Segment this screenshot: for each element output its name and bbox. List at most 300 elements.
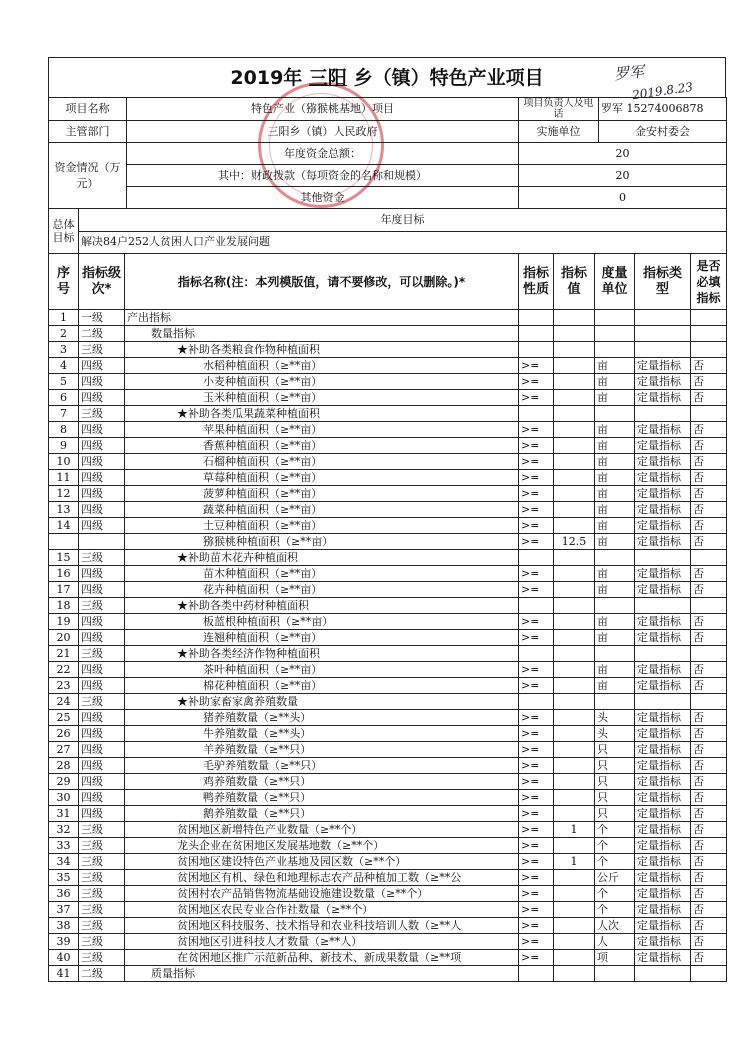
table-row <box>49 502 727 518</box>
row-name: ★补助苗木花卉种植面积 <box>125 550 519 566</box>
row-value <box>554 710 595 726</box>
row-value <box>554 470 595 486</box>
row-name: 小麦种植面积（≥**亩） <box>125 374 519 390</box>
row-name: 质量指标 <box>125 966 519 982</box>
row-level: 四级 <box>79 438 125 454</box>
row-name: 蔬菜种植面积（≥**亩） <box>125 502 519 518</box>
row-value <box>554 550 595 566</box>
row-unit: 公斤 <box>595 870 635 886</box>
row-level: 四级 <box>79 726 125 742</box>
table-row <box>49 454 727 470</box>
row-required: 否 <box>691 854 727 870</box>
row-unit: 个 <box>595 822 635 838</box>
other-fund-label: 其他资金 <box>127 187 519 209</box>
row-type: 定量指标 <box>635 422 691 438</box>
row-name: 猪养殖数量（≥**头） <box>125 710 519 726</box>
row-unit: 亩 <box>595 678 635 694</box>
row-seq: 32 <box>49 822 79 838</box>
row-required: 否 <box>691 374 727 390</box>
row-unit: 只 <box>595 790 635 806</box>
row-required: 否 <box>691 678 727 694</box>
row-required <box>691 694 727 710</box>
table-row <box>49 870 727 886</box>
row-name: 鸡养殖数量（≥**只） <box>125 774 519 790</box>
row-unit: 个 <box>595 854 635 870</box>
row-unit: 个 <box>595 902 635 918</box>
row-name: ★补助各类经济作物种植面积 <box>125 646 519 662</box>
row-nature: >= <box>519 486 554 502</box>
row-level: 三级 <box>79 598 125 614</box>
table-row <box>49 390 727 406</box>
row-required: 否 <box>691 582 727 598</box>
row-unit: 头 <box>595 726 635 742</box>
row-name: 连翘种植面积（≥**亩） <box>125 630 519 646</box>
row-required <box>691 966 727 982</box>
row-name: ★补助各类中药材种植面积 <box>125 598 519 614</box>
row-unit: 亩 <box>595 614 635 630</box>
signature-date: 2019.8.23 <box>631 79 694 103</box>
row-unit: 亩 <box>595 358 635 374</box>
row-nature: >= <box>519 886 554 902</box>
row-value <box>554 790 595 806</box>
fund-table <box>48 142 727 209</box>
table-row <box>49 790 727 806</box>
row-value <box>554 966 595 982</box>
row-nature: >= <box>519 790 554 806</box>
row-seq: 28 <box>49 758 79 774</box>
row-seq: 20 <box>49 630 79 646</box>
row-seq: 3 <box>49 342 79 358</box>
signature-name: 罗军 <box>613 62 645 84</box>
row-name: ★补助各类粮食作物种植面积 <box>125 342 519 358</box>
row-level: 三级 <box>79 406 125 422</box>
row-unit: 亩 <box>595 662 635 678</box>
row-type: 定量指标 <box>635 806 691 822</box>
row-unit: 项 <box>595 950 635 966</box>
row-value <box>554 886 595 902</box>
row-value <box>554 326 595 342</box>
table-row <box>49 726 727 742</box>
header-level: 指标级次* <box>79 254 125 310</box>
row-type: 定量指标 <box>635 838 691 854</box>
row-value <box>554 694 595 710</box>
row-type: 定量指标 <box>635 566 691 582</box>
row-level: 二级 <box>79 326 125 342</box>
row-unit: 亩 <box>595 470 635 486</box>
info-table <box>48 97 727 143</box>
row-level: 四级 <box>79 358 125 374</box>
row-name: 数量指标 <box>125 326 519 342</box>
row-seq: 11 <box>49 470 79 486</box>
row-seq: 13 <box>49 502 79 518</box>
table-row <box>49 598 727 614</box>
row-type: 定量指标 <box>635 726 691 742</box>
row-type: 定量指标 <box>635 710 691 726</box>
row-name: 玉米种植面积（≥**亩） <box>125 390 519 406</box>
row-required: 否 <box>691 470 727 486</box>
row-seq: 22 <box>49 662 79 678</box>
row-seq: 40 <box>49 950 79 966</box>
row-level: 四级 <box>79 710 125 726</box>
row-name: 贫困地区建设特色产业基地及园区数（≥**个） <box>125 854 519 870</box>
table-row <box>49 422 727 438</box>
row-required: 否 <box>691 390 727 406</box>
row-level: 三级 <box>79 342 125 358</box>
row-type: 定量指标 <box>635 902 691 918</box>
fund-label: 资金情况（万元） <box>49 143 127 209</box>
project-form <box>48 97 726 1062</box>
row-seq: 8 <box>49 422 79 438</box>
row-seq: 5 <box>49 374 79 390</box>
row-nature: >= <box>519 582 554 598</box>
row-type <box>635 550 691 566</box>
row-nature: >= <box>519 742 554 758</box>
row-required: 否 <box>691 742 727 758</box>
row-type: 定量指标 <box>635 678 691 694</box>
header-nature: 指标性质 <box>519 254 554 310</box>
row-value: 1 <box>554 822 595 838</box>
row-value <box>554 518 595 534</box>
row-type: 定量指标 <box>635 630 691 646</box>
table-row <box>49 374 727 390</box>
table-row <box>49 854 727 870</box>
row-required <box>691 598 727 614</box>
row-unit: 亩 <box>595 502 635 518</box>
row-seq: 27 <box>49 742 79 758</box>
row-level: 四级 <box>79 502 125 518</box>
row-nature: >= <box>519 358 554 374</box>
table-row <box>49 438 727 454</box>
row-nature: >= <box>519 774 554 790</box>
leader-label: 项目负责人及电话 <box>519 98 599 121</box>
row-seq: 18 <box>49 598 79 614</box>
row-nature: >= <box>519 614 554 630</box>
row-required <box>691 326 727 342</box>
row-unit: 人次 <box>595 918 635 934</box>
row-nature: >= <box>519 502 554 518</box>
project-name-label: 项目名称 <box>49 98 127 121</box>
row-nature: >= <box>519 566 554 582</box>
row-level: 四级 <box>79 630 125 646</box>
row-value <box>554 742 595 758</box>
row-nature: >= <box>519 822 554 838</box>
annual-label: 年度资金总额： <box>127 143 519 165</box>
row-required: 否 <box>691 438 727 454</box>
row-seq: 4 <box>49 358 79 374</box>
title-year: 2019年 <box>230 67 303 89</box>
row-name: 草莓种植面积（≥**亩） <box>125 470 519 486</box>
row-seq: 39 <box>49 934 79 950</box>
row-nature: >= <box>519 918 554 934</box>
table-row <box>49 902 727 918</box>
row-required: 否 <box>691 870 727 886</box>
row-unit: 人 <box>595 934 635 950</box>
row-level: 三级 <box>79 902 125 918</box>
table-row <box>49 838 727 854</box>
row-level: 四级 <box>79 518 125 534</box>
row-required: 否 <box>691 902 727 918</box>
impl-label: 实施单位 <box>519 121 599 143</box>
row-type: 定量指标 <box>635 438 691 454</box>
row-name: 菠萝种植面积（≥**亩） <box>125 486 519 502</box>
row-name: 茶叶种植面积（≥**亩） <box>125 662 519 678</box>
impl-value: 金安村委会 <box>599 121 727 143</box>
row-name: ★补助各类瓜果蔬菜种植面积 <box>125 406 519 422</box>
title-town: 三阳 <box>308 67 347 89</box>
leader-value: 罗军 15274006878 <box>599 98 727 121</box>
row-seq: 26 <box>49 726 79 742</box>
row-level: 三级 <box>79 646 125 662</box>
row-seq: 25 <box>49 710 79 726</box>
indicator-header-row <box>49 254 727 310</box>
table-row <box>49 486 727 502</box>
row-value <box>554 950 595 966</box>
row-nature <box>519 646 554 662</box>
row-type: 定量指标 <box>635 614 691 630</box>
row-type: 定量指标 <box>635 470 691 486</box>
row-nature: >= <box>519 710 554 726</box>
row-type <box>635 310 691 326</box>
row-seq: 29 <box>49 774 79 790</box>
row-unit <box>595 342 635 358</box>
row-nature: >= <box>519 470 554 486</box>
row-nature <box>519 326 554 342</box>
row-level: 四级 <box>79 806 125 822</box>
row-seq: 37 <box>49 902 79 918</box>
row-required <box>691 310 727 326</box>
row-level: 四级 <box>79 678 125 694</box>
row-type: 定量指标 <box>635 822 691 838</box>
row-value <box>554 406 595 422</box>
row-nature: >= <box>519 726 554 742</box>
row-level: 四级 <box>79 566 125 582</box>
row-name: 产出指标 <box>125 310 519 326</box>
project-name-value: 特色产业（猕猴桃基地）项目 <box>127 98 519 121</box>
row-nature: >= <box>519 806 554 822</box>
row-required: 否 <box>691 518 727 534</box>
row-level: 三级 <box>79 870 125 886</box>
row-name: 石榴种植面积（≥**亩） <box>125 454 519 470</box>
row-value <box>554 918 595 934</box>
goal-table <box>48 208 727 254</box>
row-level: 四级 <box>79 422 125 438</box>
row-required: 否 <box>691 662 727 678</box>
row-value <box>554 678 595 694</box>
row-unit <box>595 550 635 566</box>
table-row <box>49 966 727 982</box>
goal-value: 解决84户252人贫困人口产业发展问题 <box>79 231 727 254</box>
goal-header: 年度目标 <box>79 209 727 232</box>
row-nature: >= <box>519 454 554 470</box>
row-required: 否 <box>691 726 727 742</box>
table-row <box>49 886 727 902</box>
header-value: 指标值 <box>554 254 595 310</box>
row-unit: 亩 <box>595 566 635 582</box>
row-value <box>554 726 595 742</box>
dept-label: 主管部门 <box>49 121 127 143</box>
row-seq: 38 <box>49 918 79 934</box>
row-name: 贫困地区新增特色产业数量（≥**个） <box>125 822 519 838</box>
table-row <box>49 710 727 726</box>
row-name: 在贫困地区推广示范新品种、新技术、新成果数量（≥**项 <box>125 950 519 966</box>
row-level: 三级 <box>79 838 125 854</box>
row-name: 鸭养殖数量（≥**只） <box>125 790 519 806</box>
table-row <box>49 822 727 838</box>
annual-value: 20 <box>519 143 727 165</box>
row-type: 定量指标 <box>635 582 691 598</box>
row-type <box>635 326 691 342</box>
row-seq: 30 <box>49 790 79 806</box>
row-required: 否 <box>691 886 727 902</box>
row-level: 四级 <box>79 486 125 502</box>
row-name: 猕猴桃种植面积（≥**亩） <box>125 534 519 550</box>
row-required: 否 <box>691 422 727 438</box>
row-unit: 个 <box>595 838 635 854</box>
row-value <box>554 902 595 918</box>
row-level: 四级 <box>79 470 125 486</box>
row-level <box>79 534 125 550</box>
row-seq: 33 <box>49 838 79 854</box>
row-required <box>691 342 727 358</box>
row-name: 水稻种植面积（≥**亩） <box>125 358 519 374</box>
row-name: 牛养殖数量（≥**头） <box>125 726 519 742</box>
row-required: 否 <box>691 534 727 550</box>
row-required: 否 <box>691 630 727 646</box>
row-type: 定量指标 <box>635 854 691 870</box>
row-type: 定量指标 <box>635 918 691 934</box>
row-level: 四级 <box>79 774 125 790</box>
header-unit: 度量单位 <box>595 254 635 310</box>
table-row <box>49 806 727 822</box>
row-seq <box>49 534 79 550</box>
table-row <box>49 950 727 966</box>
table-row <box>49 630 727 646</box>
row-unit: 亩 <box>595 486 635 502</box>
row-unit <box>595 310 635 326</box>
row-unit: 只 <box>595 742 635 758</box>
table-row <box>49 582 727 598</box>
fiscal-label: 其中：财政拨款（每项资金的名称和规模） <box>127 165 519 187</box>
row-name: 贫困地区科技服务、技术指导和农业科技培训人数（≥**人 <box>125 918 519 934</box>
row-nature: >= <box>519 438 554 454</box>
row-value <box>554 486 595 502</box>
row-name: 香蕉种植面积（≥**亩） <box>125 438 519 454</box>
row-type: 定量指标 <box>635 934 691 950</box>
row-value <box>554 598 595 614</box>
row-required <box>691 550 727 566</box>
row-name: 苹果种植面积（≥**亩） <box>125 422 519 438</box>
row-type <box>635 966 691 982</box>
row-type <box>635 694 691 710</box>
row-level: 四级 <box>79 662 125 678</box>
row-required: 否 <box>691 918 727 934</box>
table-row <box>49 934 727 950</box>
row-level: 四级 <box>79 742 125 758</box>
row-unit: 亩 <box>595 422 635 438</box>
row-type: 定量指标 <box>635 774 691 790</box>
table-row <box>49 678 727 694</box>
row-required <box>691 646 727 662</box>
row-required: 否 <box>691 790 727 806</box>
row-type: 定量指标 <box>635 454 691 470</box>
table-row <box>49 310 727 326</box>
table-row <box>49 358 727 374</box>
row-required: 否 <box>691 358 727 374</box>
table-row <box>49 742 727 758</box>
row-unit: 个 <box>595 886 635 902</box>
row-level: 三级 <box>79 694 125 710</box>
row-level: 四级 <box>79 614 125 630</box>
row-nature: >= <box>519 854 554 870</box>
row-name: 土豆种植面积（≥**亩） <box>125 518 519 534</box>
table-row <box>49 918 727 934</box>
indicator-rows <box>49 310 727 982</box>
row-seq: 21 <box>49 646 79 662</box>
row-unit <box>595 646 635 662</box>
row-nature <box>519 598 554 614</box>
row-seq: 19 <box>49 614 79 630</box>
row-type <box>635 598 691 614</box>
row-nature: >= <box>519 630 554 646</box>
row-name: 苗木种植面积（≥**亩） <box>125 566 519 582</box>
fiscal-value: 20 <box>519 165 727 187</box>
row-nature <box>519 342 554 358</box>
row-nature: >= <box>519 422 554 438</box>
row-seq: 31 <box>49 806 79 822</box>
row-type: 定量指标 <box>635 758 691 774</box>
row-value <box>554 454 595 470</box>
header-type: 指标类型 <box>635 254 691 310</box>
row-nature: >= <box>519 870 554 886</box>
table-row <box>49 326 727 342</box>
row-unit: 亩 <box>595 374 635 390</box>
row-value <box>554 758 595 774</box>
row-level: 三级 <box>79 950 125 966</box>
row-nature: >= <box>519 934 554 950</box>
row-nature <box>519 406 554 422</box>
row-type: 定量指标 <box>635 374 691 390</box>
table-row <box>49 518 727 534</box>
row-type: 定量指标 <box>635 742 691 758</box>
row-seq: 14 <box>49 518 79 534</box>
row-nature: >= <box>519 838 554 854</box>
row-value <box>554 342 595 358</box>
row-nature: >= <box>519 678 554 694</box>
row-unit: 亩 <box>595 390 635 406</box>
row-unit: 亩 <box>595 582 635 598</box>
row-name: 贫困地区引进科技人才数量（≥**人） <box>125 934 519 950</box>
row-seq: 15 <box>49 550 79 566</box>
table-row <box>49 694 727 710</box>
row-nature <box>519 966 554 982</box>
row-value <box>554 630 595 646</box>
row-level: 二级 <box>79 966 125 982</box>
row-level: 四级 <box>79 790 125 806</box>
row-level: 三级 <box>79 934 125 950</box>
row-type: 定量指标 <box>635 358 691 374</box>
row-seq: 36 <box>49 886 79 902</box>
row-name: 鹅养殖数量（≥**只） <box>125 806 519 822</box>
table-row <box>49 470 727 486</box>
row-value <box>554 502 595 518</box>
table-row <box>49 614 727 630</box>
row-type <box>635 342 691 358</box>
row-nature: >= <box>519 758 554 774</box>
row-value <box>554 774 595 790</box>
table-row <box>49 646 727 662</box>
row-value <box>554 614 595 630</box>
row-value <box>554 438 595 454</box>
